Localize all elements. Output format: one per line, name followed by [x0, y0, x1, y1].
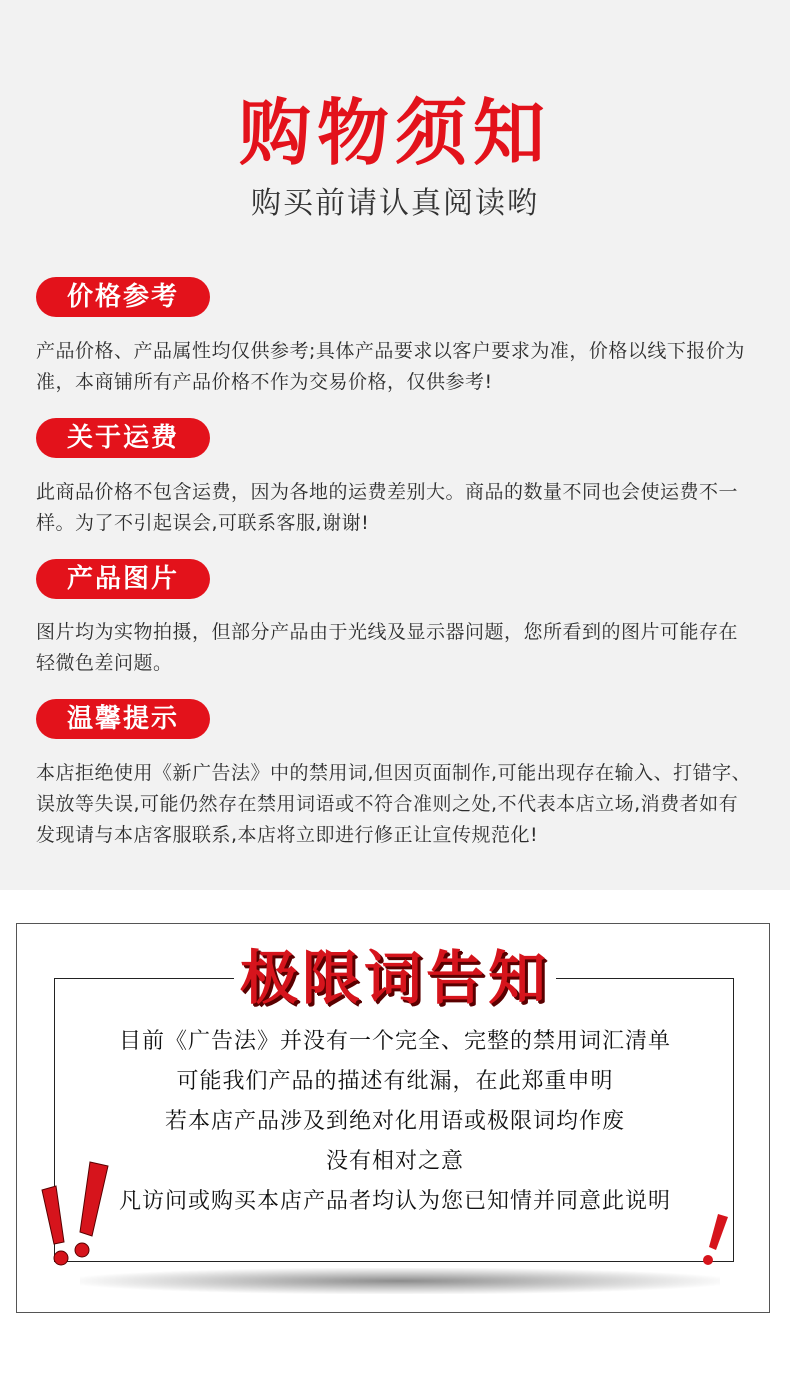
notice-line-1: 目前《广告法》并没有一个完全、完整的禁用词汇清单 — [118, 1029, 671, 1054]
section-label-shipping: 关于运费 — [36, 418, 210, 458]
section-text-images: 图片均为实物拍摄，但部分产品由于光线及显示器问题，您所看到的图片可能存在轻微色差问题。 — [36, 621, 739, 674]
exclamation-marks-left-icon — [36, 1158, 116, 1270]
notice-border-bottom — [54, 1261, 734, 1262]
exclamation-mark-right-icon — [698, 1212, 732, 1272]
page-subtitle: 购买前请认真阅读哟 — [251, 186, 539, 221]
notice-shadow — [80, 1268, 720, 1294]
notice-title: 极限词告知 — [239, 944, 550, 1012]
notice-line-5: 凡访问或购买本店产品者均认为您已知情并同意此说明 — [118, 1189, 671, 1214]
section-label-price: 价格参考 — [36, 277, 210, 317]
section-text-price: 产品价格、产品属性均仅供参考;具体产品要求以客户要求为准，价格以线下报价为准，本商铺所有产品价格不作为交易价格，仅供参考! — [36, 340, 745, 393]
section-label-tips: 温馨提示 — [36, 699, 210, 739]
section-text-shipping: 此商品价格不包含运费，因为各地的运费差别大。商品的数量不同也会使运费不一样。为了不引起误会,可联系客服,谢谢! — [36, 481, 739, 534]
notice-line-4: 没有相对之意 — [325, 1149, 464, 1174]
notice-line-3: 若本店产品涉及到绝对化用语或极限词均作废 — [164, 1109, 625, 1134]
notice-line-2: 可能我们产品的描述有纰漏，在此郑重申明 — [176, 1069, 614, 1094]
page-title: 购物须知 — [238, 91, 551, 175]
section-label-images: 产品图片 — [36, 559, 210, 599]
section-text-tips: 本店拒绝使用《新广告法》中的禁用词,但因页面制作,可能出现存在输入、打错字、误放等失误,可能仍然存在禁用词语或不符合准则之处,不代表本店立场,消费者如有发现请与本店客服联系,本店将立即进行修正让宣传规范化! — [36, 762, 752, 846]
